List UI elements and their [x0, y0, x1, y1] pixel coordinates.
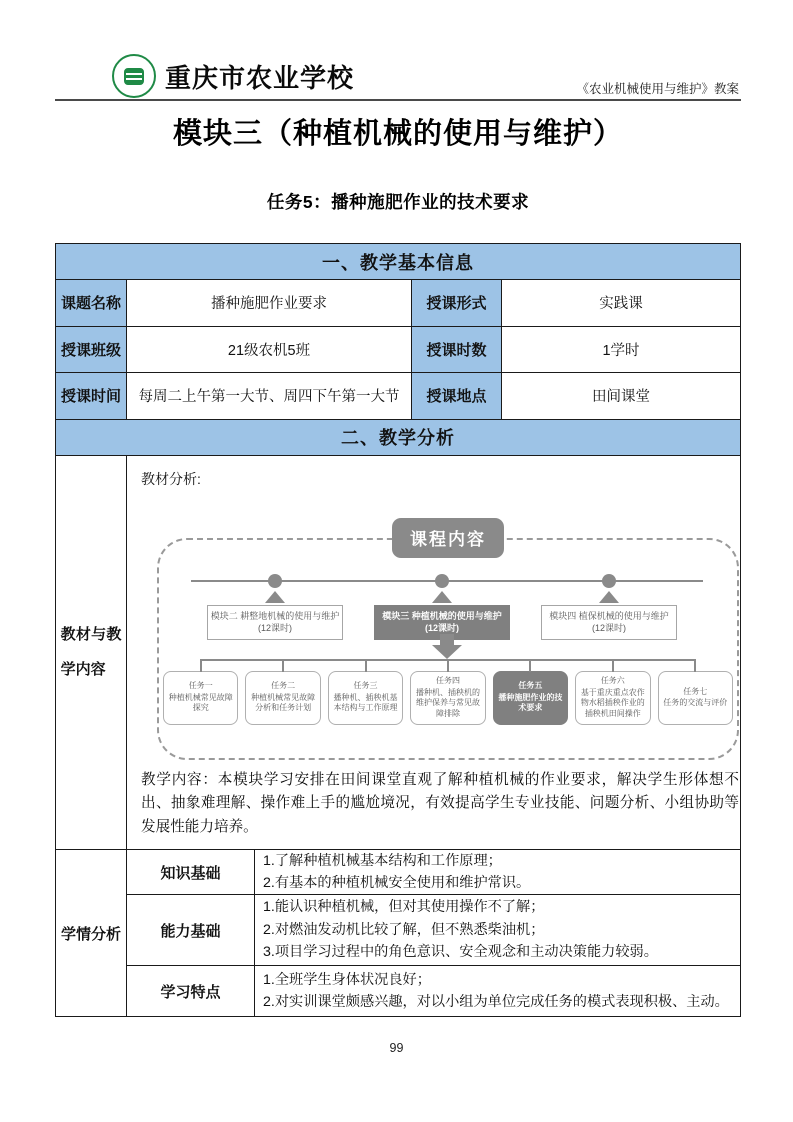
school-emblem-icon [124, 68, 144, 85]
task-box: 任务三 播种机、插秧机基本结构与工作原理 [328, 671, 403, 725]
task-box: 任务二 种植机械常见故障分析和任务计划 [245, 671, 320, 725]
down-arrow-icon [432, 645, 462, 659]
school-logo-icon [112, 54, 156, 98]
school-name: 重庆市农业学校 [165, 63, 355, 93]
info-label-cell: 授课时数 [412, 327, 502, 374]
teaching-content-paragraph: 教学内容：本模块学习安排在田间课堂直观了解种植机械的作业要求，解决学生形体想不出、抽象难理解、操作难上手的尴尬境况，有效提高学生专业技能、问题分析、小组协助等发展性能力培养。 [141, 771, 739, 835]
info-label-cell: 课题名称 [56, 280, 127, 327]
task-box: 任务六 基于重庆重点农作物水稻插秧作业的插秧机田间操作 [575, 671, 650, 725]
up-triangle-icon [432, 591, 452, 603]
info-label-cell: 授课地点 [412, 373, 502, 420]
info-value-cell: 21级农机5班 [127, 327, 412, 374]
learner-analysis-grid [56, 850, 740, 1016]
task-box: 任务一 种植机械常见故障探究 [163, 671, 238, 725]
diagram-title-box: 课程内容 [392, 518, 504, 558]
task-box: 任务四 播种机、插秧机的维护保养与常见故障排除 [410, 671, 485, 725]
material-row-label: 教材与教学内容 [56, 456, 127, 850]
info-value-cell: 实践课 [502, 280, 740, 327]
learner-sub-content: 1.了解种植机械基本结构和工作原理； 2.有基本的种植机械安全使用和维护常识。 [255, 850, 740, 895]
page-number: 99 [389, 1041, 404, 1055]
task-box: 任务七 任务的交流与评价 [658, 671, 733, 725]
module-box: 模块二 耕整地机械的使用与维护 (12课时) [207, 605, 343, 640]
learner-sub-label: 学习特点 [127, 966, 255, 1016]
learner-sub-content: 1.能认识种植机械，但对其使用操作不了解； 2.对燃油发动机比较了解，但不熟悉柴油机； 3.项目学习过程中的角色意识、安全观念和主动决策能力较弱。 [255, 895, 740, 966]
learner-sub-label: 能力基础 [127, 895, 255, 966]
basic-info-grid [56, 280, 740, 420]
timeline-dot [435, 574, 449, 588]
info-label-cell: 授课时间 [56, 373, 127, 420]
doc-label: 《农业机械使用与维护》教案 [576, 82, 739, 96]
task-subtitle: 任务5：播种施肥作业的技术要求 [266, 192, 530, 212]
section-header-teaching-analysis: 二、教学分析 [56, 420, 740, 456]
up-triangle-icon [265, 591, 285, 603]
info-value-cell: 每周二上午第一大节、周四下午第一大节 [127, 373, 412, 420]
material-content-cell [127, 456, 751, 850]
timeline-dot [268, 574, 282, 588]
material-row [56, 456, 740, 851]
learner-sub-content: 1.全班学生身体状况良好； 2.对实训课堂颇感兴趣，对以小组为单位完成任务的模式表现积极、主动。 [263, 971, 729, 1010]
lesson-table [55, 243, 741, 1017]
up-triangle-icon [599, 591, 619, 603]
info-value-cell: 1学时 [502, 327, 740, 374]
timeline-dot [602, 574, 616, 588]
module-box: 模块四 植保机械的使用与维护 (12课时) [541, 605, 677, 640]
info-label-cell: 授课形式 [412, 280, 502, 327]
module-box-highlighted: 模块三 种植机械的使用与维护 (12课时) [374, 605, 510, 640]
info-value-cell: 田间课堂 [502, 373, 740, 420]
learner-sub-label: 知识基础 [127, 850, 255, 895]
page-header [55, 0, 741, 101]
info-value-cell: 播种施肥作业要求 [127, 280, 412, 327]
info-label-cell: 授课班级 [56, 327, 127, 374]
task-box-highlighted: 任务五 播种施肥作业的技术要求 [493, 671, 568, 725]
module-title: 模块三（种植机械的使用与维护） [172, 118, 623, 150]
material-analysis-label: 教材分析: [141, 470, 201, 487]
header-rule [55, 99, 741, 102]
page-content [55, 0, 741, 1017]
task-box-row [163, 671, 733, 725]
learner-analysis-label: 学情分析 [56, 850, 127, 1016]
course-content-diagram [157, 518, 739, 760]
section-header-basic-info: 一、教学基本信息 [56, 244, 740, 280]
